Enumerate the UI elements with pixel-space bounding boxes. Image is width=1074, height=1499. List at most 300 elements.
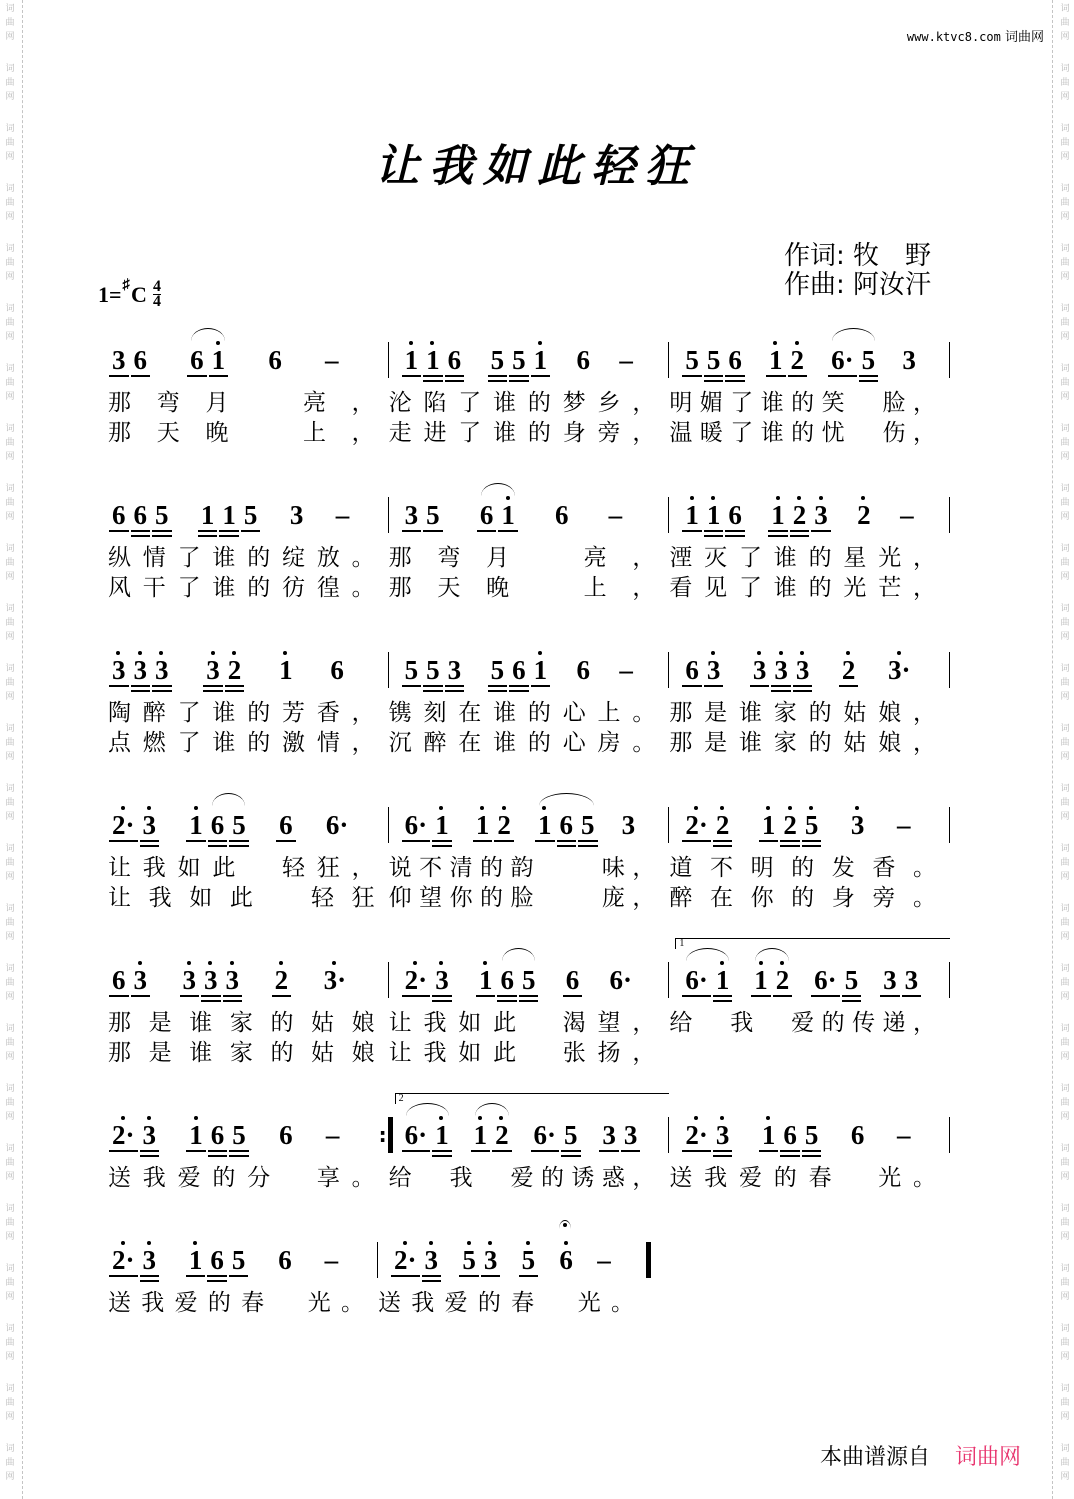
- sustain-dash: –: [335, 500, 350, 530]
- source-footer: [820, 1440, 1021, 1471]
- note: 6: [850, 1120, 865, 1150]
- underline: [131, 690, 151, 692]
- octave-dot: [819, 496, 823, 500]
- octave-dot: [720, 806, 724, 810]
- lyric-line-2: 走进了谁的身旁，: [388, 420, 656, 446]
- octave-dot: [795, 341, 799, 345]
- lyric-line-2: 那天晚 上，: [108, 420, 375, 446]
- single-barline: [949, 342, 950, 378]
- beam-group: [898, 344, 920, 376]
- underline: [432, 1150, 452, 1152]
- note: 6: [555, 1244, 577, 1276]
- watermark-text: 词 曲 网: [1060, 1084, 1070, 1122]
- underline: [790, 530, 810, 532]
- underline: [488, 380, 508, 382]
- octave-dot: [773, 341, 777, 345]
- note: 3: [151, 654, 173, 686]
- octave-dot: [488, 1241, 492, 1245]
- lyric-line-2: 让我如此 轻狂: [108, 885, 398, 911]
- watermark-text: 词 曲 网: [1060, 484, 1070, 522]
- underline: [497, 995, 517, 997]
- underline: [561, 1150, 581, 1152]
- underline: [152, 535, 172, 537]
- lyric-line-1: 沦陷了谁的梦乡，: [388, 390, 656, 416]
- underline: [209, 375, 229, 377]
- octave-dot: [526, 1241, 530, 1245]
- volta-bracket: 2: [395, 1093, 670, 1104]
- underline: [557, 845, 577, 847]
- underline: [704, 685, 724, 687]
- lyric-line-1: 道不明的发香。: [669, 855, 937, 881]
- note: 6: [576, 655, 590, 685]
- note: 6: [207, 809, 229, 841]
- underline: [725, 530, 745, 532]
- measure-notes: [389, 1093, 670, 1155]
- sustain-dash: –: [608, 500, 623, 530]
- octave-dot: [439, 1116, 443, 1120]
- octave-dot: [478, 1116, 482, 1120]
- note: 6: [444, 344, 466, 376]
- slur-arc: [212, 793, 245, 806]
- underline: [423, 375, 443, 377]
- watermark-text: 词 曲 网: [5, 124, 15, 162]
- slur-arc: [502, 948, 535, 961]
- underline: [713, 995, 733, 997]
- underline: [432, 840, 452, 842]
- octave-dot: [720, 961, 724, 965]
- footer-text: 本曲谱源自: [820, 1445, 931, 1470]
- note: 3: [202, 654, 224, 686]
- repeat-end-barline: [379, 1117, 389, 1153]
- lyric-line-1: 镌刻在谁的心上。: [388, 700, 656, 726]
- underline: [109, 995, 129, 997]
- beam-group: [322, 809, 353, 841]
- slur-arc: [832, 328, 875, 341]
- beam-group: [615, 344, 637, 376]
- note: 3: [770, 654, 792, 686]
- staff-system: [108, 650, 950, 758]
- note: 1: [275, 654, 297, 686]
- note: 1: [534, 809, 556, 841]
- measure-notes: [108, 1240, 378, 1280]
- note: 1: [758, 1119, 780, 1151]
- beam-group: [681, 654, 724, 686]
- measure: [108, 1115, 389, 1193]
- underline: [445, 690, 465, 692]
- beam-group: [476, 499, 519, 531]
- note: 1: [185, 1119, 207, 1151]
- underline: [109, 840, 138, 842]
- note: 5: [801, 809, 823, 841]
- lyric-line-1: 纵情了谁的绽放。: [108, 545, 375, 571]
- key-tonic: C: [131, 281, 147, 307]
- beam-group: [108, 809, 160, 841]
- note: 2: [779, 809, 801, 841]
- single-barline: [949, 652, 950, 688]
- underline: [509, 375, 529, 377]
- note: 1: [530, 654, 552, 686]
- underline: [223, 995, 243, 997]
- watermark-text: 词 曲 网: [1060, 784, 1070, 822]
- beam-group: [108, 1244, 160, 1276]
- watermark-text: 词 曲 网: [5, 604, 15, 642]
- octave-dot: [759, 961, 763, 965]
- beam-group: [572, 654, 594, 686]
- left-dashed-border: [22, 0, 23, 1499]
- underline: [859, 380, 879, 382]
- lyric-line-1: 明媚了谁的笑 脸，: [669, 390, 937, 416]
- underline: [423, 380, 443, 382]
- underline: [578, 845, 598, 847]
- underline: [557, 840, 577, 842]
- underline: [811, 530, 831, 532]
- octave-dot: [780, 961, 784, 965]
- octave-dot: [194, 806, 198, 810]
- watermark-text: 词 曲 网: [5, 484, 15, 522]
- note: 3: [792, 654, 814, 686]
- note: 2·: [681, 1119, 712, 1151]
- measure-notes: [669, 805, 950, 845]
- underline: [759, 840, 779, 842]
- beam-group: [264, 344, 286, 376]
- beam-group: [470, 1119, 513, 1151]
- octave-dot: [413, 961, 417, 965]
- beam-group: [274, 1244, 296, 1276]
- measure-notes: [389, 650, 670, 690]
- watermark-text: 词 曲 网: [5, 1084, 15, 1122]
- watermark-text: 词 曲 网: [1060, 64, 1070, 102]
- octave-dot: [279, 961, 283, 965]
- watermark-text: 词 曲 网: [1060, 1144, 1070, 1182]
- staff-system: [108, 340, 950, 448]
- underline: [109, 1150, 138, 1152]
- beam-group: [562, 964, 584, 996]
- measure: [389, 650, 670, 758]
- octave-dot: [897, 651, 901, 655]
- underline: [750, 685, 770, 687]
- lyric-line-1: 那是谁家的姑娘，: [669, 700, 937, 726]
- beam-group: [534, 809, 599, 841]
- octave-dot: [564, 1241, 568, 1245]
- underline: [766, 375, 786, 377]
- note: 6: [279, 1120, 293, 1150]
- underline: [402, 840, 431, 842]
- note: 5: [577, 809, 599, 841]
- underline: [497, 1000, 517, 1002]
- single-barline: [949, 497, 950, 533]
- underline: [704, 380, 724, 382]
- beam-group: [884, 654, 915, 686]
- note: 6·: [810, 964, 841, 996]
- note: 6·: [609, 965, 633, 995]
- underline: [682, 840, 711, 842]
- underline: [531, 1150, 560, 1152]
- octave-dot: [483, 961, 487, 965]
- note: 6·: [401, 809, 432, 841]
- underline: [531, 685, 551, 687]
- octave-dot: [711, 651, 715, 655]
- measure-notes: [669, 1115, 950, 1155]
- beam-group: [108, 344, 151, 376]
- beam-group: [108, 1119, 160, 1151]
- beam-group: [185, 1119, 250, 1151]
- note: 2·: [108, 1119, 139, 1151]
- measure: [108, 650, 389, 758]
- slur-arc: [406, 1103, 449, 1116]
- underline: [768, 535, 788, 537]
- underline: [131, 375, 151, 377]
- underline: [187, 375, 207, 377]
- measure-notes: [389, 805, 670, 845]
- beam-group: [615, 654, 637, 686]
- staff-system: [108, 1093, 950, 1193]
- octave-dot: [766, 806, 770, 810]
- note: 6: [724, 499, 746, 531]
- lyric-line-1: 给 我 爱的诱惑，: [388, 1165, 656, 1191]
- note: 6: [108, 499, 130, 531]
- watermark-text: 词 曲 网: [5, 784, 15, 822]
- beam-group: [472, 809, 515, 841]
- watermark-text: 词 曲 网: [1060, 604, 1070, 642]
- octave-dot: [809, 806, 813, 810]
- underline: [276, 840, 296, 842]
- watermark-text: 词 曲 网: [1060, 544, 1070, 582]
- note: 3: [222, 964, 244, 996]
- beam-group: [758, 1119, 823, 1151]
- note: 1: [681, 499, 703, 531]
- beam-group: [767, 499, 832, 531]
- octave-dot: [538, 651, 542, 655]
- underline: [811, 995, 840, 997]
- note: 6: [278, 1245, 292, 1275]
- staff-system: [108, 805, 950, 913]
- octave-dot: [861, 496, 865, 500]
- beam-group: [606, 964, 637, 996]
- note: 6·: [827, 344, 858, 376]
- measure: [389, 340, 670, 448]
- beam-group: [896, 499, 918, 531]
- underline: [140, 1275, 160, 1277]
- note: 3: [179, 964, 201, 996]
- note: 1: [767, 499, 789, 531]
- beam-group: [605, 499, 627, 531]
- time-top: 4: [152, 278, 161, 295]
- measure: [388, 1093, 670, 1193]
- underline: [780, 1150, 800, 1152]
- song-title: 让我如此轻狂: [375, 141, 699, 192]
- underline: [682, 685, 702, 687]
- lyric-line-1: 送我爱的春 光。: [108, 1290, 364, 1316]
- staff-system: [108, 495, 950, 603]
- watermark-text: 词 曲 网: [5, 184, 15, 222]
- note: 3: [130, 964, 152, 996]
- note: 1: [530, 344, 552, 376]
- underline: [509, 380, 529, 382]
- measure-notes: [389, 495, 670, 535]
- underline: [771, 685, 791, 687]
- watermark-text: 词 曲 网: [5, 304, 15, 342]
- footer-brand-link[interactable]: 词曲网: [955, 1445, 1022, 1470]
- octave-dot: [121, 1241, 125, 1245]
- underline: [839, 685, 859, 687]
- underline: [208, 840, 228, 842]
- underline: [498, 530, 518, 532]
- beam-group: [321, 1244, 343, 1276]
- note: 6: [779, 1119, 801, 1151]
- octave-dot: [211, 651, 215, 655]
- note: 3: [810, 499, 832, 531]
- underline: [131, 685, 151, 687]
- watermark-text: 词 曲 网: [1060, 1024, 1070, 1062]
- note: 5: [240, 499, 262, 531]
- note: 3: [902, 345, 916, 375]
- underline: [488, 690, 508, 692]
- underline: [131, 535, 151, 537]
- key-prefix: 1=: [98, 281, 122, 307]
- underline: [402, 530, 422, 532]
- measure: [669, 650, 950, 758]
- sustain-dash: –: [324, 1245, 339, 1275]
- octave-dot: [846, 651, 850, 655]
- note: 6: [724, 344, 746, 376]
- note: 3: [444, 654, 466, 686]
- beam-group: [458, 1244, 501, 1276]
- beam-group: [827, 344, 879, 376]
- watermark-text: 词 曲 网: [5, 1144, 15, 1182]
- underline: [203, 690, 223, 692]
- sustain-dash: –: [325, 1120, 340, 1150]
- measure-notes: [669, 340, 950, 380]
- note: 5: [422, 499, 444, 531]
- note: 3·: [884, 654, 915, 686]
- underline: [186, 1150, 206, 1152]
- underline: [201, 995, 221, 997]
- note: 5: [228, 809, 250, 841]
- lyric-line-2: 仰望你的脸 庞，: [388, 885, 656, 911]
- note: 5: [681, 344, 703, 376]
- lyric-line-2: [669, 1038, 950, 1068]
- repeat-dots: :: [378, 1123, 387, 1147]
- beam-group: [758, 809, 823, 841]
- lyric-line-1: 送我爱的分 享。: [108, 1165, 375, 1191]
- watermark-text: 词 曲 网: [5, 1024, 15, 1062]
- note: 6·: [401, 1119, 432, 1151]
- beam-group: [893, 809, 915, 841]
- lyric-line-1: 湮灭了谁的星光，: [669, 545, 937, 571]
- note: 6·: [325, 810, 349, 840]
- underline: [788, 375, 808, 377]
- note: 1: [185, 809, 207, 841]
- lyric-line-2: 让我如此 张扬，: [388, 1040, 656, 1066]
- note: 2: [789, 499, 811, 531]
- site-header: [907, 26, 1044, 45]
- underline: [432, 995, 452, 997]
- lyric-line-2: 温暖了谁的忧 伤，: [669, 420, 937, 446]
- beam-group: [108, 964, 151, 996]
- octave-dot: [332, 961, 336, 965]
- octave-dot: [766, 1116, 770, 1120]
- note: 5: [458, 1244, 480, 1276]
- underline: [880, 995, 900, 997]
- underline: [207, 1275, 227, 1277]
- measure: [108, 495, 389, 603]
- underline: [519, 995, 539, 997]
- watermark-text: 词 曲 网: [1060, 424, 1070, 462]
- beam-group: [681, 964, 733, 996]
- key-signature: [98, 277, 161, 310]
- underline: [713, 1155, 733, 1157]
- slur-arc: [755, 948, 789, 961]
- measure-notes: [669, 650, 950, 690]
- beam-group: [401, 499, 444, 531]
- underline: [842, 995, 862, 997]
- measure: [378, 1240, 648, 1318]
- beam-group: [618, 809, 640, 841]
- note: 2: [491, 1119, 513, 1151]
- note: 3: [703, 654, 725, 686]
- underline: [229, 1275, 249, 1277]
- octave-dot: [506, 496, 510, 500]
- note: 5: [858, 344, 880, 376]
- lyric-line-2: 沉醉在谁的心房。: [388, 730, 656, 756]
- note: 6: [108, 964, 130, 996]
- beam-group: [853, 499, 875, 531]
- watermark-text: 词 曲 网: [5, 904, 15, 942]
- note: 3: [289, 500, 304, 530]
- underline: [208, 1150, 228, 1152]
- underline: [859, 375, 879, 377]
- underline: [186, 840, 206, 842]
- underline: [793, 685, 813, 687]
- note: 5: [518, 964, 540, 996]
- underline: [198, 530, 218, 532]
- beam-group: [681, 809, 733, 841]
- octave-dot: [855, 806, 859, 810]
- measure-notes: [378, 1240, 648, 1280]
- beam-group: [275, 654, 297, 686]
- slur-arc: [686, 948, 729, 961]
- beam-group: [572, 344, 594, 376]
- underline: [713, 1150, 733, 1152]
- note: 3: [108, 344, 130, 376]
- octave-dot: [797, 496, 801, 500]
- beam-group: [847, 1119, 869, 1151]
- underline: [704, 530, 724, 532]
- note: 5: [841, 964, 863, 996]
- note: 3: [712, 1119, 734, 1151]
- lyric-line-1: 送我爱的春 光。: [378, 1290, 634, 1316]
- note: 6: [207, 1119, 229, 1151]
- octave-dot: [187, 961, 191, 965]
- watermark-text: 词 曲 网: [1060, 1264, 1070, 1302]
- note: 5: [703, 344, 725, 376]
- underline: [563, 995, 583, 997]
- fermata-icon: [559, 1220, 571, 1229]
- measure-notes: [108, 650, 389, 690]
- measure-notes: [389, 960, 670, 1000]
- sustain-dash: –: [896, 1120, 911, 1150]
- note: 3: [749, 654, 771, 686]
- underline: [793, 690, 813, 692]
- octave-dot: [208, 961, 212, 965]
- slur-arc: [539, 793, 594, 806]
- underline: [519, 1000, 539, 1002]
- beam-group: [320, 964, 351, 996]
- octave-dot: [694, 806, 698, 810]
- beam-group: [847, 809, 869, 841]
- note: 6: [576, 345, 590, 375]
- lyric-line-1: 那弯月 亮，: [388, 545, 656, 571]
